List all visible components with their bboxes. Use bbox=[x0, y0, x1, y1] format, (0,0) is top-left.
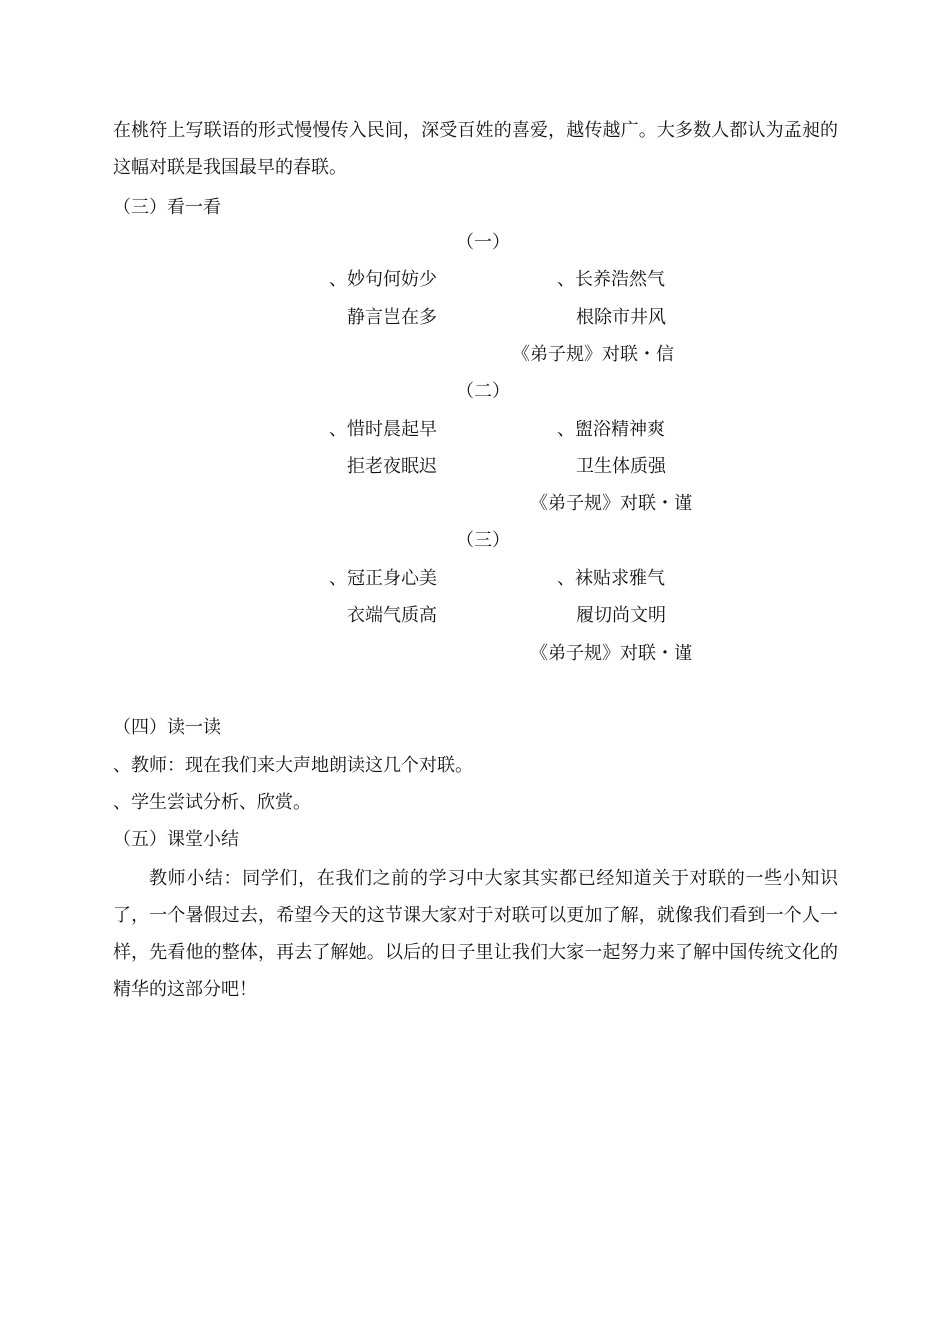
couplet-left-bottom: 拒老夜眠迟 bbox=[347, 456, 437, 477]
couplet-left-top: 、惜时晨起早 bbox=[329, 419, 437, 440]
couplet-right-top: 、盥浴精神爽 bbox=[557, 419, 665, 440]
list-item: 、教师：现在我们来大声地朗读这几个对联。 bbox=[113, 755, 473, 776]
couplet-left-top: 、冠正身心美 bbox=[329, 568, 437, 589]
couplet-number: （一） bbox=[456, 232, 510, 253]
section5-heading: （五）课堂小结 bbox=[113, 829, 239, 850]
couplet-right-bottom: 卫生体质强 bbox=[576, 456, 666, 477]
section4-heading: （四）读一读 bbox=[113, 717, 221, 738]
couplet-right-bottom: 履切尚文明 bbox=[576, 605, 666, 626]
couplet-caption: 《弟子规》对联・谨 bbox=[530, 643, 692, 664]
couplet-right-top: 、长养浩然气 bbox=[557, 269, 665, 290]
section3-heading: （三）看一看 bbox=[113, 197, 221, 218]
summary-paragraph: 教师小结：同学们，在我们之前的学习中大家其实都已经知道关于对联的一些小知识了，一个暑假过去，希望今天的这节课大家对于对联可以更加了解，就像我们看到一个人一样，先看他的整体，再去了解她。以后的日子里让我们大家一起努力来了解中国传统文化的精华的这部分吧！ bbox=[113, 868, 838, 1000]
intro-paragraph: 在桃符上写联语的形式慢慢传入民间，深受百姓的喜爱，越传越广。大多数人都认为孟昶的这幅对联是我国最早的春联。 bbox=[113, 120, 838, 178]
couplet-right-top: 、袜贴求雅气 bbox=[557, 568, 665, 589]
couplet-caption: 《弟子规》对联・信 bbox=[512, 344, 674, 365]
couplet-number: （三） bbox=[456, 530, 510, 551]
couplet-left-bottom: 衣端气质高 bbox=[347, 605, 437, 626]
couplet-right-bottom: 根除市井风 bbox=[576, 307, 666, 328]
list-item: 、学生尝试分析、欣赏。 bbox=[113, 792, 311, 813]
couplet-number: （二） bbox=[456, 381, 510, 402]
couplet-left-top: 、妙句何妨少 bbox=[329, 269, 437, 290]
couplet-caption: 《弟子规》对联・谨 bbox=[530, 493, 692, 514]
couplet-left-bottom: 静言岂在多 bbox=[347, 307, 437, 328]
